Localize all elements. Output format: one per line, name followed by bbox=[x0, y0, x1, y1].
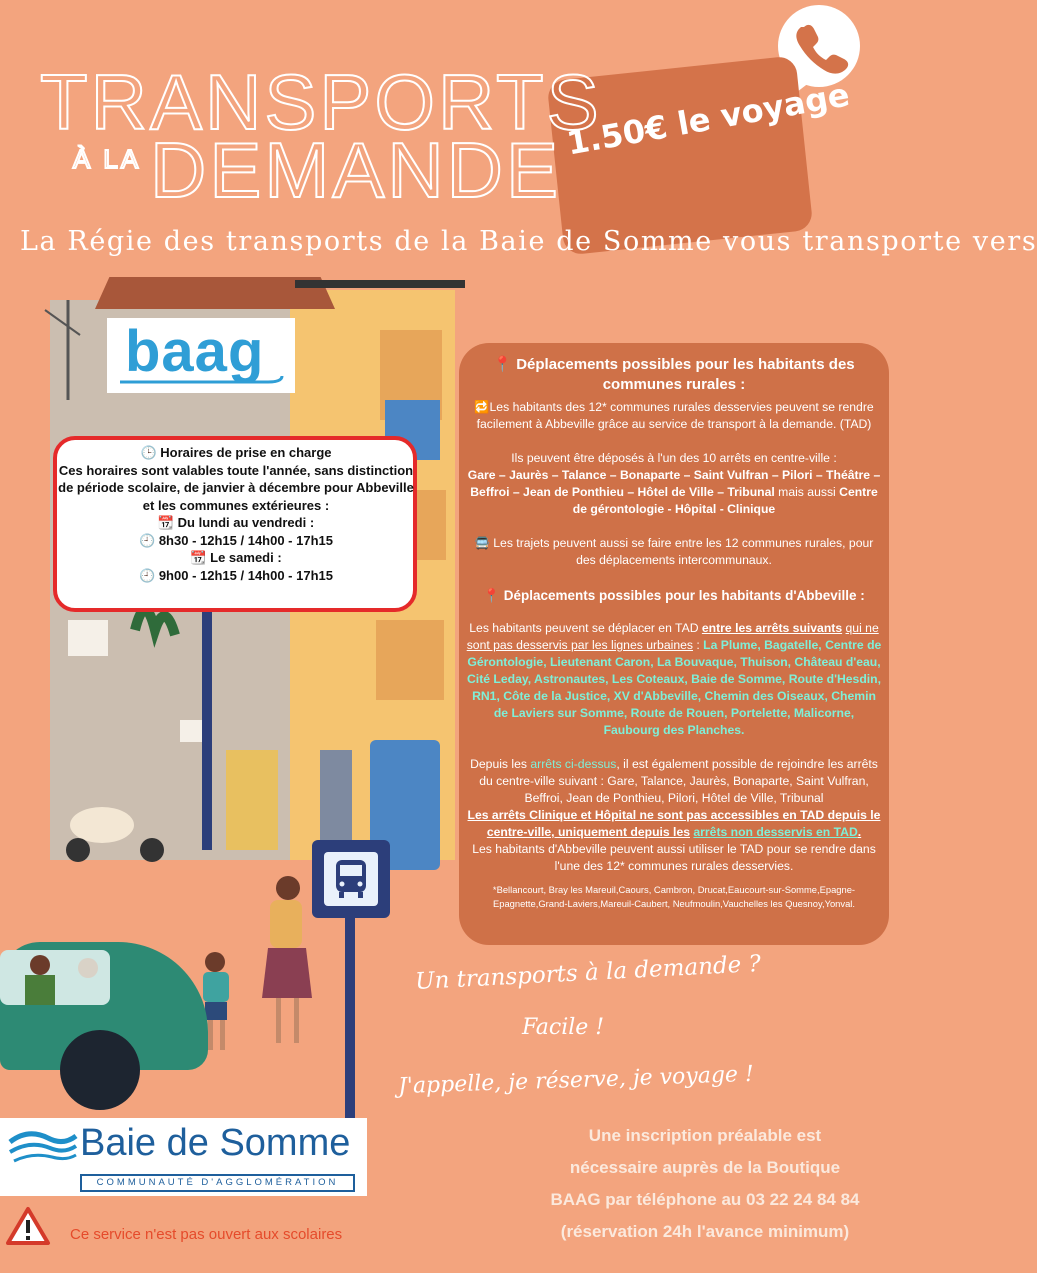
abbeville-p2-a: Depuis les bbox=[470, 757, 527, 771]
title-line-3: DEMANDE bbox=[150, 126, 562, 214]
title-line-2: À LA bbox=[72, 144, 142, 174]
clock-icon: 🕘 bbox=[139, 532, 156, 548]
pin-icon: 📍 bbox=[483, 588, 500, 603]
wave-icon bbox=[8, 1128, 78, 1168]
abbeville-stops-list: La Plume, Bagatelle, Centre de Gérontologie, Lieutenant Caron, La Bouvaque, Thuison, Château d'eau, Cité Leday, Astronautes, Les Coteaux, Baie de Somme, Route d'Hesdin, RN1, Côte de la Justice, XV d'Abbeville, Chemin des Oiseaux, Chemin de Laviers sur Somme, Route de Rouen, Portelette, Malicorne, Faubourg des Planches. bbox=[467, 638, 882, 737]
baag-logo-text: baag bbox=[125, 319, 265, 384]
abbeville-p1-d: : bbox=[696, 638, 700, 652]
abbeville-p1-a: Les habitants peuvent se déplacer en TAD bbox=[469, 621, 699, 635]
bus-stop-pole bbox=[345, 910, 355, 1120]
calendar-icon: 📆 bbox=[157, 515, 175, 530]
car-windows bbox=[0, 950, 120, 1010]
rural-stops-intro: Ils peuvent être déposés à l'un des 10 arrêts en centre-ville : bbox=[511, 451, 837, 465]
abbeville-p2-c: , il est également possible de rejoindre les arrêts du centre-ville suivant : Gare, Talance, Jaurès, Bonaparte, Saint Vulfran, Beffroi, Jean de Ponthieu, Pilori, Hôtel de Ville, Tribunal bbox=[479, 757, 878, 805]
clock-icon: 🕘 bbox=[139, 567, 156, 583]
abbeville-warning-b: arrêts non desservis en TAD bbox=[693, 825, 858, 839]
slogan-line-1: Un transports à la demande ? bbox=[414, 950, 762, 996]
baie-de-somme-name: Baie de Somme bbox=[80, 1122, 351, 1164]
schedule-saturday-hours: 9h00 - 12h15 / 14h00 - 17h15 bbox=[158, 567, 333, 583]
loop-icon: 🔁 bbox=[474, 400, 490, 414]
schedule-text bbox=[58, 444, 414, 584]
slogan-line-2: Facile ! bbox=[522, 1015, 605, 1040]
rural-stops-also: mais aussi bbox=[778, 485, 836, 499]
bus-stop-icon bbox=[322, 850, 380, 908]
abbeville-p2-d: Les habitants d'Abbeville peuvent aussi utiliser le TAD pour se rendre dans l'une des 12* communes rurales desservies. bbox=[472, 842, 876, 873]
warning-icon bbox=[6, 1206, 50, 1246]
pin-icon: 📍 bbox=[493, 356, 513, 373]
rural-stops-list: Gare – Jaurès – Talance – Bonaparte – Saint Vulfran – Pilori – Théâtre – Beffroi – Jean de Ponthieu – Hôtel de Ville – Tribunal bbox=[467, 468, 881, 499]
abbeville-p1-c: qui ne sont pas desservis par les lignes urbaines bbox=[466, 621, 879, 652]
inscription-line-1: Une inscription préalable est bbox=[588, 1126, 822, 1145]
inscription-line-2: nécessaire auprès de la Boutique bbox=[569, 1158, 841, 1177]
schedule-saturday-label: Le samedi : bbox=[210, 550, 282, 565]
warning-text: Ce service n'est pas ouvert aux scolaires bbox=[70, 1226, 343, 1243]
inscription-info bbox=[520, 1120, 890, 1248]
info-panel-text bbox=[466, 355, 882, 928]
abbeville-p2-b: arrêts ci-dessus bbox=[530, 757, 617, 771]
footnote: *Bellancourt, Bray les Mareuil,Caours, Cambron, Drucat,Eaucourt-sur-Somme,Epagne-Epagnette,Grand-Laviers,Mareuil-Caubert, Neufmoulin,Vauchelles les Quesnoy,Yonval. bbox=[492, 884, 856, 909]
subtitle: La Régie des transports de la Baie de Somme vous transporte vers bbox=[20, 226, 1037, 257]
clock-icon: 🕒 bbox=[140, 445, 157, 460]
rural-paragraph-1: Les habitants des 12* communes rurales desservies peuvent se rendre facilement à Abbeville grâce au service de transport à la demande. (TAD) bbox=[476, 400, 874, 431]
car-wheel bbox=[60, 1030, 140, 1110]
slogan-line-3: J'appelle, je réserve, je voyage ! bbox=[397, 1061, 755, 1100]
schedule-weekday-hours: 8h30 - 12h15 / 14h00 - 17h15 bbox=[158, 532, 333, 548]
schedule-description: Ces horaires sont valables toute l'année, sans distinction de période scolaire, de janvier à décembre pour Abbeville et les communes extérieures : bbox=[58, 462, 414, 513]
baag-logo-underline bbox=[118, 376, 286, 388]
price-label: 1.50€ le voyage bbox=[563, 75, 853, 163]
rural-heading: Déplacements possibles pour les habitants des communes rurales : bbox=[516, 356, 855, 393]
rural-paragraph-3: Les trajets peuvent aussi se faire entre les 12 communes rurales, pour des déplacements intercommunaux. bbox=[493, 536, 874, 567]
schedule-weekday-label: Du lundi au vendredi : bbox=[177, 515, 315, 530]
sign-pole bbox=[202, 610, 212, 850]
abbeville-warning-c: . bbox=[857, 825, 862, 839]
bus-icon: 🚍 bbox=[474, 536, 490, 550]
calendar-icon: 📆 bbox=[190, 550, 207, 565]
abbeville-heading: Déplacements possibles pour les habitants d'Abbeville : bbox=[503, 588, 865, 603]
title-line-1: TRANSPORTS bbox=[40, 58, 602, 146]
abbeville-p1-b: entre les arrêts suivants bbox=[701, 621, 843, 635]
baie-de-somme-subtitle: COMMUNAUTÉ D'AGGLOMÉRATION bbox=[80, 1174, 355, 1192]
abbeville-warning-a: Les arrêts Clinique et Hôpital ne sont pas accessibles en TAD depuis le centre-ville, uniquement depuis les bbox=[467, 808, 881, 839]
rural-stops-extra: Centre de gérontologie - Hôpital - Clinique bbox=[572, 485, 878, 516]
schedule-heading: Horaires de prise en charge bbox=[160, 445, 332, 460]
inscription-line-4: (réservation 24h l'avance minimum) bbox=[560, 1222, 850, 1241]
inscription-line-3: BAAG par téléphone au 03 22 24 84 84 bbox=[550, 1190, 860, 1209]
